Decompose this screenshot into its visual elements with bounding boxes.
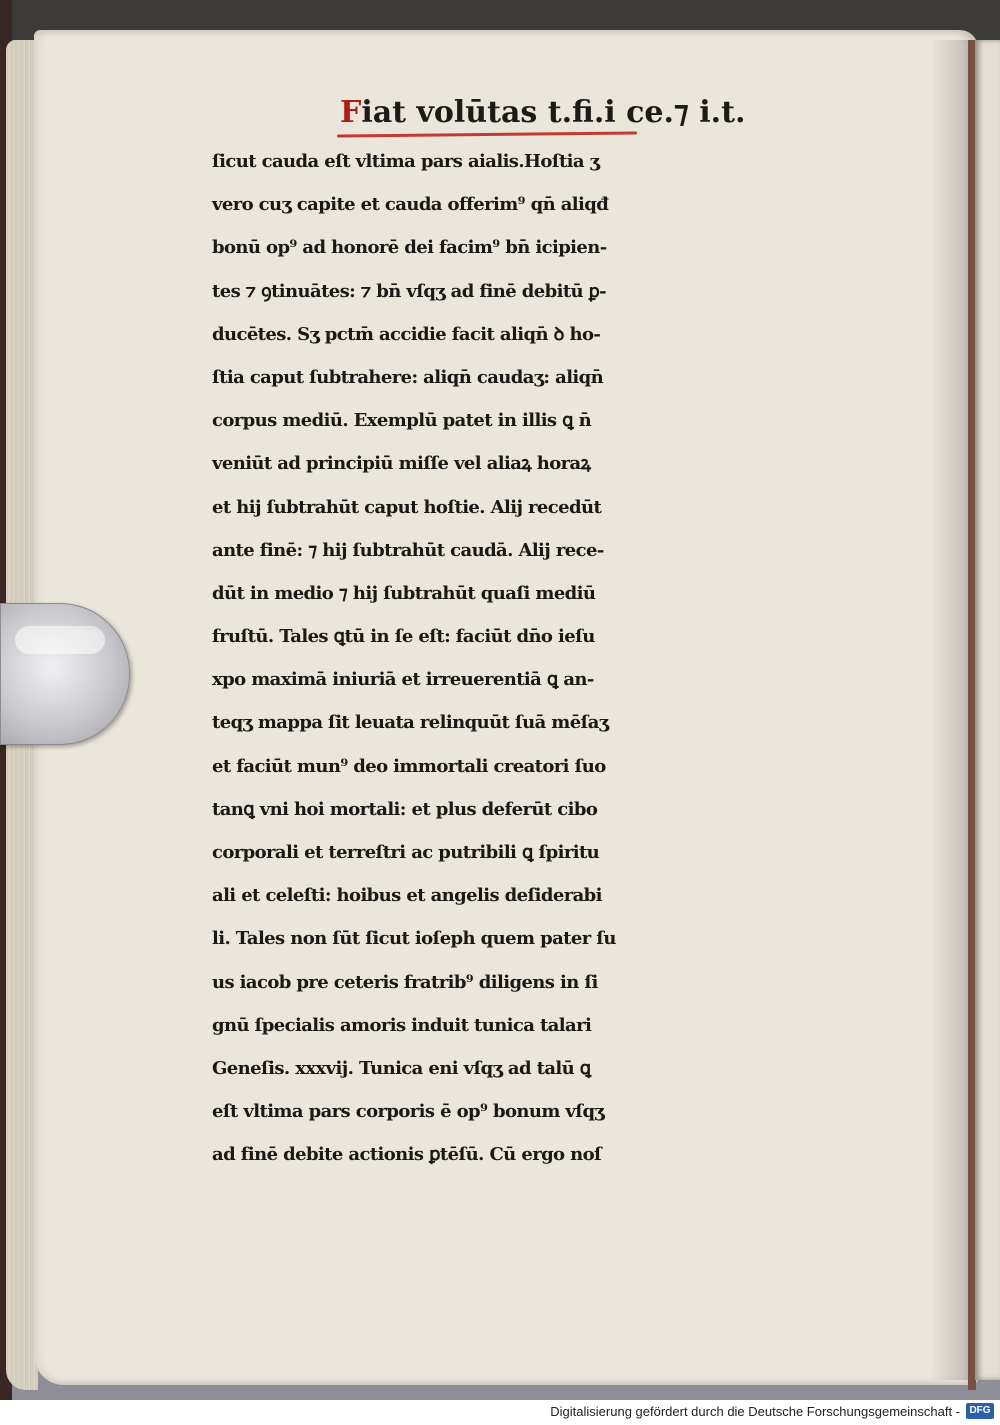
text-line: fruſtū. Tales ꝗtū in ſe eſt: faciūt dn̄o ieſu: [212, 626, 595, 648]
text-line: corporali et terreſtri ac putribili ꝗ ſpiritu: [212, 842, 600, 863]
text-line: bonū op⁹ ad honorē dei facim⁹ bn̄ icipien-: [212, 237, 607, 259]
text-line: ad finē debite actionis ꝑtēſū. Cū ergo noſ: [212, 1144, 602, 1166]
text-line: li. Tales non ſūt ſicut ioſeph quem pater ſu: [212, 928, 616, 950]
headline-rubric-initial: F: [340, 95, 362, 130]
text-line: vero cuʒ capite et cauda offerim⁹ qn̄ aliqđ: [212, 194, 609, 216]
text-line: tes ⁊ ꝯtinuātes: ⁊ bn̄ vſqʒ ad finē debitū ꝑ-: [212, 280, 607, 302]
text-line: us iacob pre ceteris fratrib⁹ diligens in ſi: [212, 971, 598, 993]
footer-credit: Digitalisierung gefördert durch die Deutsche Forschungsgemeinschaft -: [550, 1404, 960, 1419]
text-line: ſtia caput ſubtrahere: aliqn̄ caudaʒ: aliqn̄: [212, 366, 604, 388]
text-line: dūt in medio ⁊ hij ſubtrahūt quaſi mediū: [212, 582, 596, 604]
text-line: tanꝗ vni hoi mortali: et plus deferūt cibo: [212, 798, 598, 820]
text-line: veniūt ad principiū miſſe vel aliaꝝ horaꝝ: [212, 453, 591, 475]
text-line: eſt vltima pars corporis ē op⁹ bonum vſqʒ: [212, 1101, 605, 1123]
text-line: et hij ſubtrahūt caput hoſtie. Alij recedūt: [212, 496, 602, 518]
text-line: ſicut cauda eſt vltima pars aialis.Hoſtia ʒ: [212, 151, 600, 172]
text-line: corpus mediū. Exemplū patet in illis ꝗ n̄: [212, 410, 592, 432]
text-line: xpo maximā iniuriā et irreuerentiā ꝗ an-: [212, 669, 594, 691]
text-line: et faciūt mun⁹ deo immortali creatori ſuo: [212, 755, 606, 777]
text-line: Geneſis. xxxvij. Tunica eni vſqʒ ad talū ꝗ: [212, 1057, 591, 1079]
dfg-logo-icon: DFG: [966, 1403, 994, 1419]
facing-page: [975, 40, 1000, 1380]
text-line: ali et celeſti: hoibus et angelis deſiderabi: [212, 885, 602, 907]
text-line: teqʒ mappa ſit leuata relinquūt ſuā mēſaʒ: [212, 712, 609, 734]
text-lines: [212, 140, 882, 1177]
text-line: gnū ſpecialis amoris induit tunica talari: [212, 1014, 592, 1036]
text-line: ante finē: ⁊ hij ſubtrahūt caudā. Alij rece-: [212, 539, 604, 561]
running-headline: [340, 95, 745, 130]
text-line: ducētes. Sʒ pctm̄ accidie facit aliqn̄ ꝺ ho-: [212, 323, 601, 345]
headline-text: iat volūtas t.fi.i ce.⁊ i.t.: [361, 95, 746, 130]
